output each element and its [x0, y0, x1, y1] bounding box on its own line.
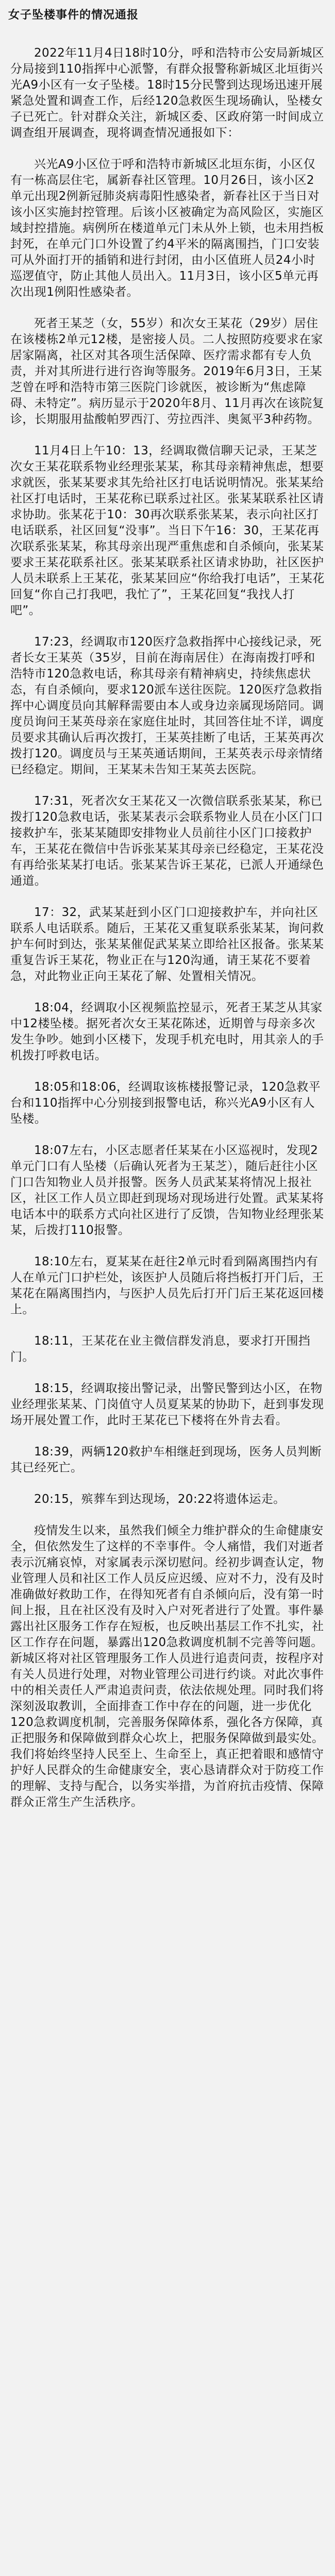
- paragraph-1815: 18:15，经调取接出警记录，出警民警到达小区，在物业经理张某某、门岗值守人员夏某某的协助下，赶到事发现场开展处置工作，此时王某花已下楼将在外肯去看。: [10, 1382, 324, 1427]
- paragraph-conclusion: 疫情发生以来，虽然我们倾全力维护群众的生命健康安全，但依然发生了这样的不幸事件。令人痛惜，我们对逝者表示沉痛哀悼，对家属表示深切慰问。经初步调查认定，物业管理人员和社区工作人员反应迟缓、应对不力，没有及时准确做好救助工作，在得知死者有自杀倾向后，没有第一时间上报，且在社区没有及时入户对死者进行了处置。事件暴露出社区服务工作存在短板，也反映出基层工作不扎实，社区工作存在问题，暴露出120急救调度机制不完善等问题。新城区将对社区管理服务工作人员进行追责问责，按程序对有关人员进行处理，对物业管理公司进行约谈。对此次事件中的相关责任人严肃追责问责，依法依规处理。同时我们将深刻汲取教训，全面排查工作中存在的问题，进一步优化120急救调度机制，完善服务保障体系，强化各方保障，真正把服务和保障做到群众心坎上，把服务保障做到最实处。我们将始终坚持人民至上、生命至上，真正把着眼和感情守护好人民群众的生命健康安全，衷心恳请群众对于防疫工作的理解、支持与配合，以务实举措，为首府抗击疫情、保障群众正常生产生活秩序。: [10, 1524, 324, 1809]
- paragraph-1723: 17:23，经调取市120医疗急救指挥中心接线记录，死者长女王某英（35岁，目前在海南居住）在海南拨打呼和浩特市120急救电话，称其母亲有精神病史，持续焦虑状态，有自杀倾向，要求120派车送往医院。120医疗急救指挥中心调度员向其解释需要由本人或身边亲属现场陪同。调度员询问王某英母亲在家庭住址时，其回答住址不详，调度员要求其确认后再次拨打，王某英挂断了电话，王某英再次拨打120。调度员与王某英通话期间，王某英表示母亲情绪已经稳定。期间，王某某未告知王某英去医院。: [10, 635, 324, 776]
- paragraph-1731: 17:31，死者次女王某花又一次微信联系张某某，称已拨打120急救电话，张某某表示会联系物业人员在小区门口接救护车，张某某随即安排物业人员前往小区门口接救护车，王某花在微信中告诉张某某其母亲已经稳定，王某花没有再给张某某打电话。张某某告诉王某花，已派人开通绿色通道。: [10, 794, 324, 888]
- paragraph-nov4-morning: 11月4日上午10：13，经调取微信聊天记录，王某芝次女王某花联系物业经理张某某，称其母亲精神焦虑，想要求就医，张某某要求其先给社区打电话说明情况。张某某给社区打电话时，王某花称已联系过社区。张某某联系社区请求协助。张某花于10：30再次联系张某某，表示向社区打电话联系，社区回复“没事”。当日下午16：30，王某花再次联系张某某，称其母亲出现严重焦虑和自杀倾向，张某某要求王某花联系社区。张某某联系社区请求协助，社区医护人员未联系上王某花，张某某回应“你给我打电话”，王某花回复“你自己打我吧，我忙了”，王某花回复“我找人打吧”。: [10, 444, 325, 617]
- paragraph-intro: 2022年11月4日18时10分，呼和浩特市公安局新城区分局接到110指挥中心派警，有群众报警称新城区北垣街兴光A9小区有一女子坠楼。18时15分民警到达现场迅速开展紧急处置和调查工作，后经120急救医生现场确认，坠楼女子已死亡。针对群众关注，新城区委、区政府第一时间成立调查组开展调查，现将调查情况通报如下：: [10, 46, 325, 140]
- paragraph-community-background: 兴光A9小区位于呼和浩特市新城区北垣东街，小区仅有一栋高层住宅，属新春社区管理。10月26日，该小区2单元出现2例新冠肺炎病毒阳性感染者，新春社区于当日对该小区实施封控管理。后该小区被确定为高风险区，实施区域封控措施。病例所在楼道单元门未从外上锁，也未用挡板封死，在单元门口外设置了约4平米的隔离围挡，门口安装可从外面打开的插销和进行封闭，由小区值班人员24小时巡逻值守，防止其他人员出入。11月3日，该小区5单元再次出现1例阳性感染者。: [10, 158, 324, 299]
- paragraph-1804: 18:04，经调取小区视频监控显示，死者王某芝从其家中12楼坠楼。据死者次女王某花陈述，近期曾与母亲多次发生争吵。她到小区楼下，发现手机充电时，用其亲人的手机拨打呼救电话。: [10, 1001, 324, 1062]
- paragraph-1807: 18:07左右，小区志愿者任某某在小区巡视时，发现2单元门口有人坠楼（后确认死者为王某芝），随后赶往小区门口告知物业人员并报警。医务人员武某某将情况上报社区，社区工作人员立即赶到现场对现场进行处置。武某某将电话本中的联系方式向社区进行了反馈，告知物业经理张某某，后拨打110报警。: [10, 1144, 324, 1237]
- article-body: [0, 45, 335, 1810]
- page-title: 女子坠楼事件的情况通报: [8, 9, 139, 22]
- paragraph-1805: 18:05和18:06，经调取该栋楼报警记录，120急救平台和110指挥中心分别接到报警电话，称兴光A9小区有人坠楼。: [10, 1080, 321, 1126]
- paragraph-1811: 18:11，王某花在业主微信群发消息，要求打开围挡门。: [10, 1334, 311, 1364]
- paragraph-1839: 18:39，两辆120救护车相继赶到现场，医务人员判断其已经死亡。: [10, 1445, 322, 1475]
- paragraph-2015: 20:15，殡葬车到达现场，20:22将遗体运走。: [34, 1493, 286, 1506]
- paragraph-1732: 17：32，武某某赶到小区门口迎接救护车，并向社区联系人电话联系。随后，王某花又重复联系张某某，询问救护车何时到达，张某某催促武某某立即给社区报备。张某某重复告诉王某花，物业正在与120沟通，请王某花不要着急，对此物业正向王某花了解、处置相关情况。: [10, 906, 324, 983]
- paragraph-1810: 18:10左右，夏某某在赶往2单元时看到隔离围挡内有人在单元门口护栏处，该医护人员随后将挡板打开门后，王某花在隔离围挡内，与医护人员先后打开门后王某花返回楼上。: [10, 1255, 324, 1316]
- paragraph-deceased-background: 死者王某芝（女，55岁）和次女王某花（29岁）居住在该楼栋2单元12楼，是密接人员。二人按照防疫要求在家居家隔离，社区对其各项生活保障、医疗需求都有专人负责，并对其所进行进行咨询等服务。2019年6月3日，王某芝曾在呼和浩特市第三医院门诊就医，被诊断为“焦虑障碍、未特定”。病历显示于2020年8月、11月再次在该院复诊，长期服用盐酸帕罗西汀、劳拉西泮、奥氮平3种药物。: [10, 317, 324, 426]
